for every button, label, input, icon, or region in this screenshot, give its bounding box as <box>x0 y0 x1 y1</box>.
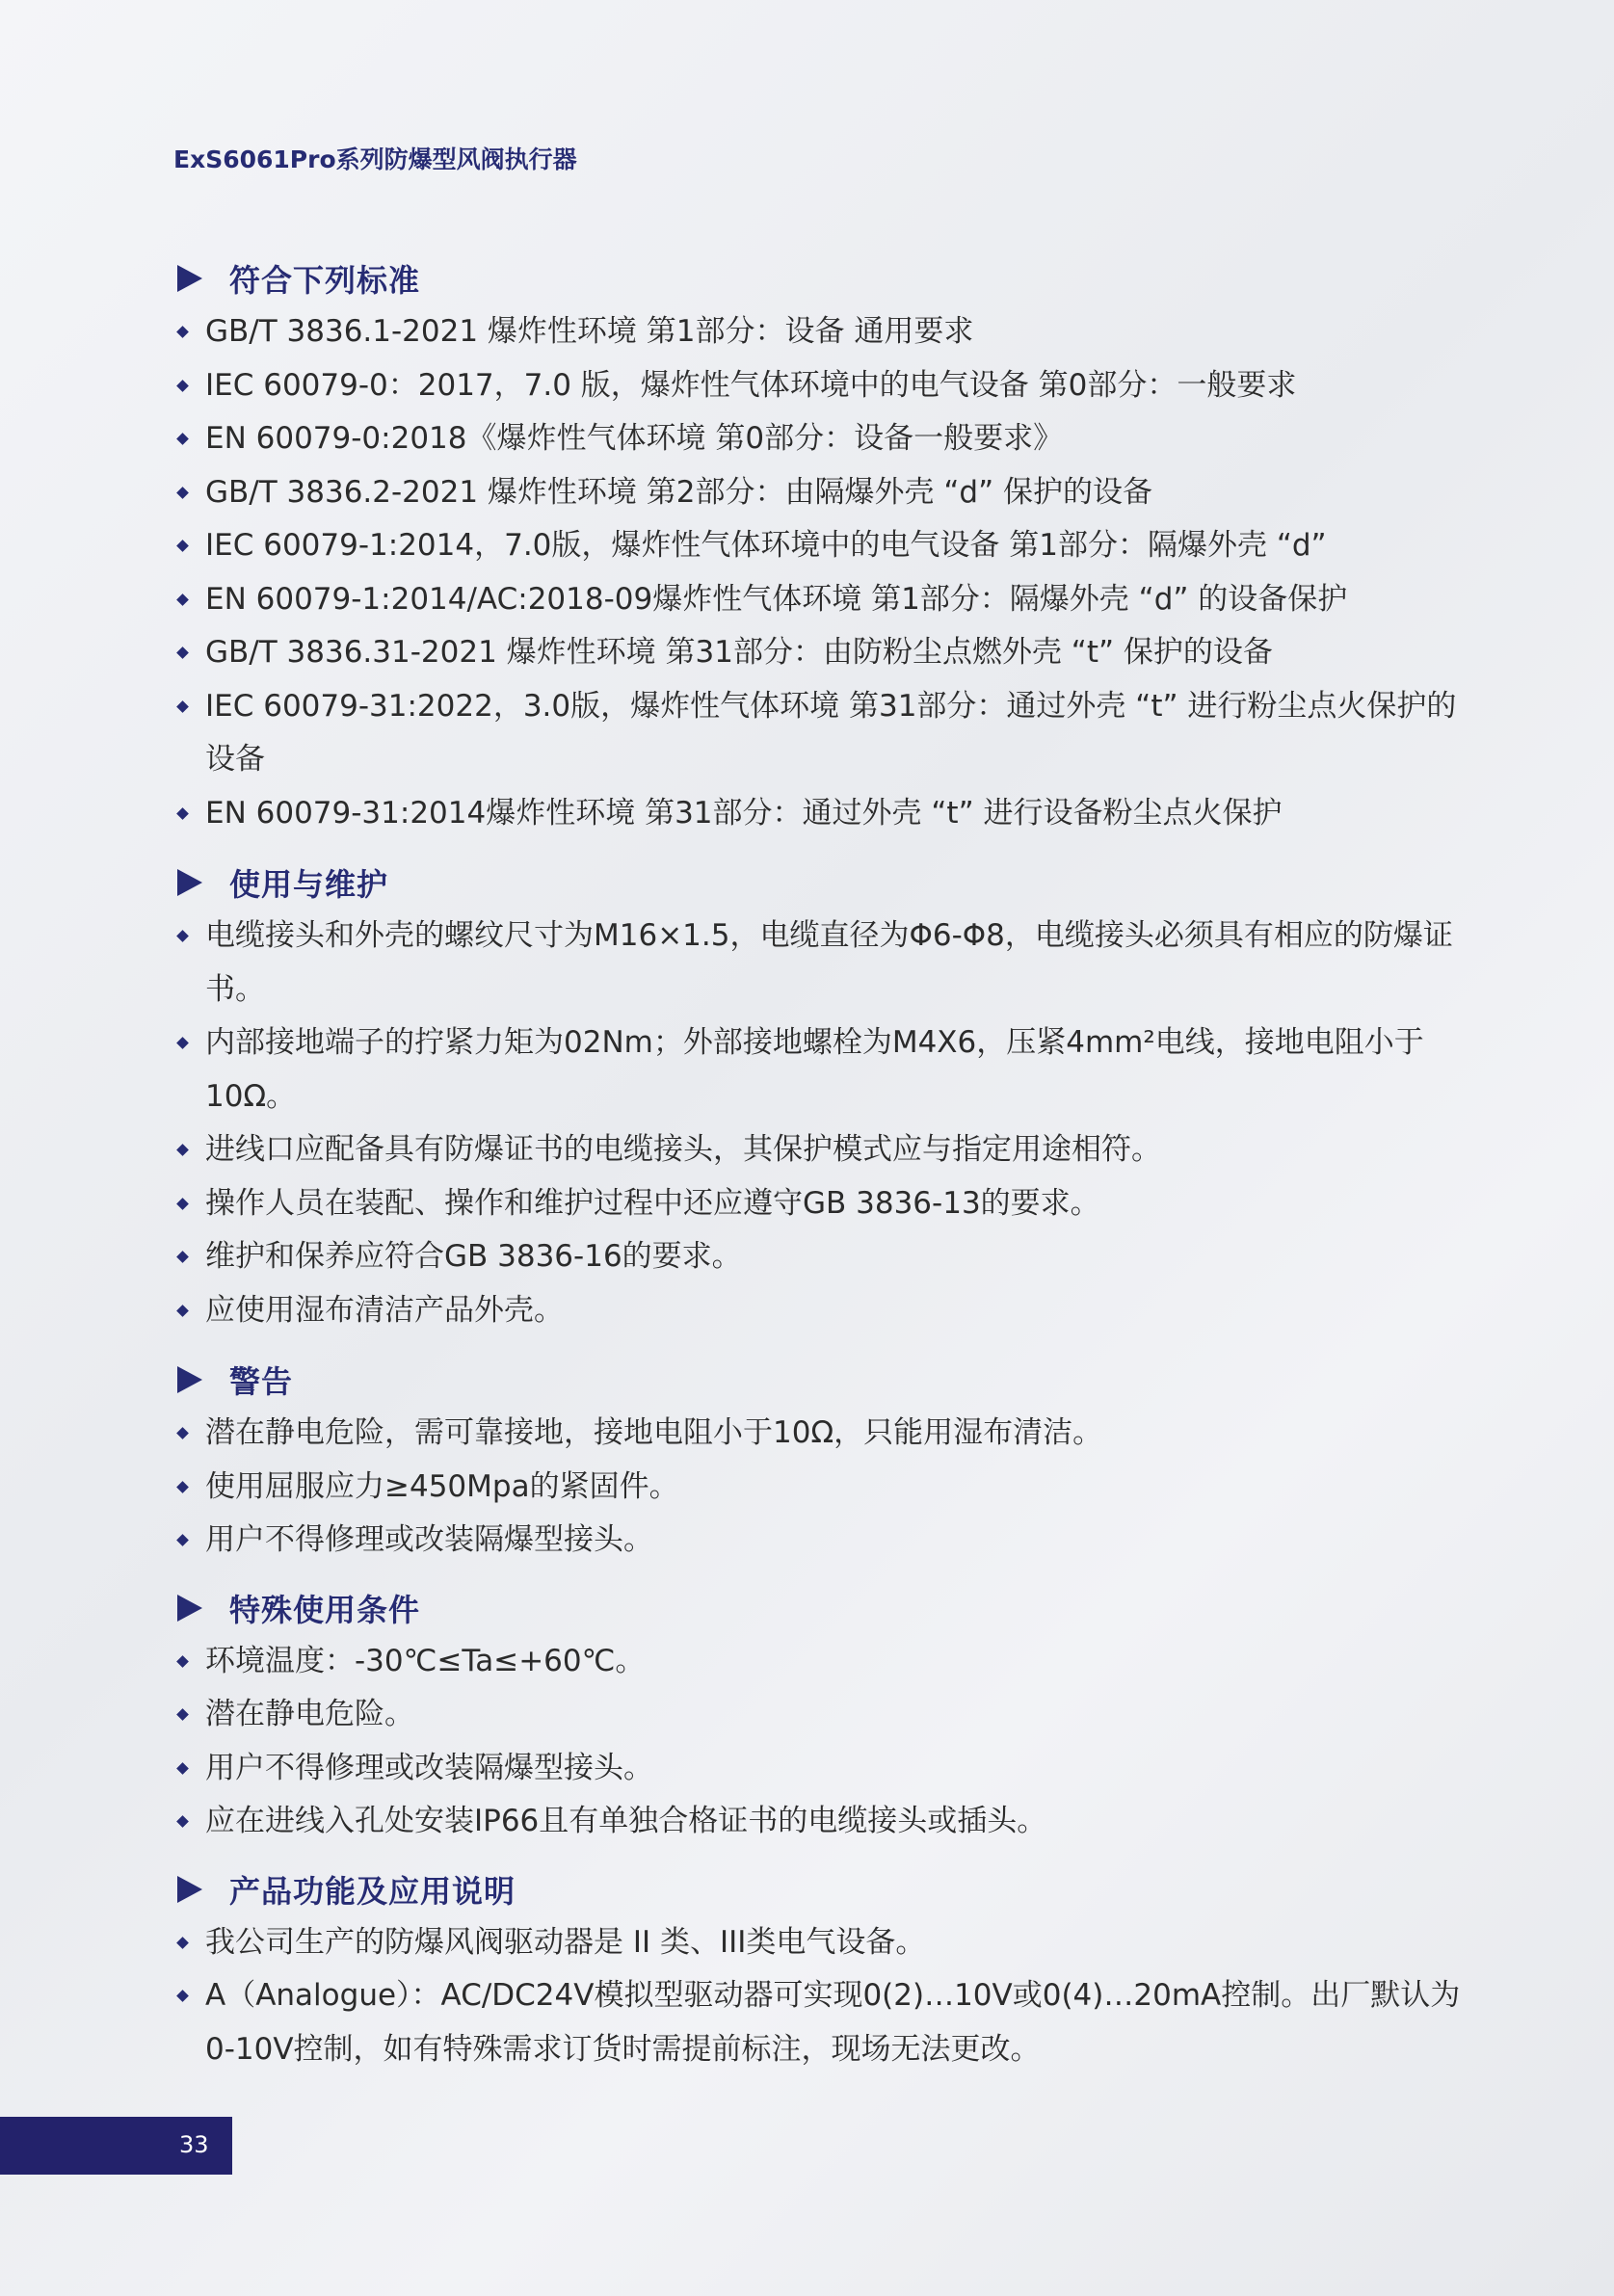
list-item-text: 潜在静电危险。 <box>205 1697 414 1731</box>
triangle-bullet-icon <box>177 869 202 896</box>
section-heading <box>173 251 1474 305</box>
diamond-bullet-icon <box>176 1251 189 1263</box>
section-product-function <box>173 1862 1474 2077</box>
maintenance-list <box>173 910 1474 1337</box>
list-item <box>173 910 1474 1016</box>
section-warning <box>173 1353 1474 1568</box>
list-item-text: 进线口应配备具有防爆证书的电缆接头，其保护模式应与指定用途相符。 <box>205 1132 1161 1167</box>
diamond-bullet-icon <box>176 1655 189 1668</box>
section-heading-text: 符合下列标准 <box>229 262 421 299</box>
diamond-bullet-icon <box>176 1990 189 2002</box>
section-heading-text: 产品功能及应用说明 <box>229 1872 516 1910</box>
list-item-text: 电缆接头和外壳的螺纹尺寸为M16×1.5，电缆直径为Φ6-Φ8，电缆接头必须具有相应的防爆证书。 <box>205 918 1453 1007</box>
list-item-text: A（Analogue）：AC/DC24V模拟型驱动器可实现0(2)…10V或0(4)…20mA控制。出厂默认为0-10V控制，如有特殊需求订货时需提前标注，现场无法更改。 <box>205 1978 1461 2067</box>
section-heading <box>173 1353 1474 1407</box>
list-item <box>173 1123 1474 1177</box>
warning-list <box>173 1407 1474 1568</box>
list-item-text: 用户不得修理或改装隔爆型接头。 <box>205 1522 653 1557</box>
diamond-bullet-icon <box>176 1305 189 1317</box>
product-function-list <box>173 1916 1474 2077</box>
triangle-bullet-icon <box>177 1876 202 1903</box>
diamond-bullet-icon <box>176 647 189 659</box>
diamond-bullet-icon <box>176 1815 189 1828</box>
list-item-text: GB/T 3836.1-2021 爆炸性环境 第1部分：设备 通用要求 <box>205 314 974 349</box>
diamond-bullet-icon <box>176 930 189 942</box>
diamond-bullet-icon <box>176 433 189 445</box>
list-item <box>173 1916 1474 1970</box>
list-item <box>173 519 1474 573</box>
diamond-bullet-icon <box>176 807 189 820</box>
section-heading <box>173 856 1474 910</box>
triangle-bullet-icon <box>177 265 202 292</box>
list-item <box>173 412 1474 466</box>
list-item <box>173 305 1474 359</box>
diamond-bullet-icon <box>176 1037 189 1049</box>
list-item-text: 用户不得修理或改装隔爆型接头。 <box>205 1750 653 1785</box>
standards-list <box>173 305 1474 840</box>
list-item-text: 应在进线入孔处安装IP66且有单独合格证书的电缆接头或插头。 <box>205 1804 1047 1838</box>
diamond-bullet-icon <box>176 380 189 392</box>
list-item-text: IEC 60079-31:2022，3.0版，爆炸性气体环境 第31部分：通过外壳 “t” 进行粉尘点火保护的设备 <box>205 688 1457 777</box>
diamond-bullet-icon <box>176 540 189 552</box>
diamond-bullet-icon <box>176 487 189 499</box>
list-item-text: 应使用湿布清洁产品外壳。 <box>205 1292 564 1328</box>
diamond-bullet-icon <box>176 1708 189 1721</box>
list-item <box>173 1230 1474 1284</box>
list-item-text: GB/T 3836.2-2021 爆炸性环境 第2部分：由隔爆外壳 “d” 保护的设备 <box>205 474 1153 510</box>
list-item <box>173 466 1474 520</box>
triangle-bullet-icon <box>177 1595 202 1622</box>
list-item <box>173 1688 1474 1742</box>
section-standards <box>173 251 1474 840</box>
list-item-text: IEC 60079-1:2014，7.0版，爆炸性气体环境中的电气设备 第1部分：隔爆外壳 “d” <box>205 528 1327 563</box>
diamond-bullet-icon <box>176 700 189 713</box>
list-item <box>173 787 1474 841</box>
list-item-text: GB/T 3836.31-2021 爆炸性环境 第31部分：由防粉尘点燃外壳 “t” 保护的设备 <box>205 635 1273 670</box>
list-item-text: 潜在静电危险，需可靠接地，接地电阻小于10Ω，只能用湿布清洁。 <box>205 1415 1103 1450</box>
list-item <box>173 1969 1474 2076</box>
diamond-bullet-icon <box>176 326 189 338</box>
list-item <box>173 680 1474 787</box>
page-number: 33 <box>179 2131 209 2158</box>
list-item <box>173 1514 1474 1568</box>
list-item-text: 操作人员在装配、操作和维护过程中还应遵守GB 3836-13的要求。 <box>205 1185 1100 1221</box>
list-item-text: 我公司生产的防爆风阀驱动器是 II 类、III类电气设备。 <box>205 1924 926 1960</box>
diamond-bullet-icon <box>176 1937 189 1949</box>
list-item <box>173 1635 1474 1689</box>
list-item <box>173 1177 1474 1231</box>
list-item-text: 内部接地端子的拧紧力矩为02Nm；外部接地螺栓为M4X6，压紧4mm²电线，接地电阻小于10Ω。 <box>205 1025 1424 1114</box>
section-heading <box>173 1581 1474 1635</box>
diamond-bullet-icon <box>176 1427 189 1439</box>
list-item <box>173 1407 1474 1461</box>
list-item-text: EN 60079-31:2014爆炸性环境 第31部分：通过外壳 “t” 进行设备粉尘点火保护 <box>205 795 1283 831</box>
diamond-bullet-icon <box>176 1144 189 1156</box>
section-heading-text: 特殊使用条件 <box>229 1591 421 1628</box>
list-item-text: 维护和保养应符合GB 3836-16的要求。 <box>205 1239 742 1274</box>
document-body <box>173 246 1474 2076</box>
list-item-text: 使用屈服应力≥450Mpa的紧固件。 <box>205 1468 679 1504</box>
section-special-conditions <box>173 1581 1474 1849</box>
section-use-maintenance <box>173 856 1474 1337</box>
list-item <box>173 1461 1474 1515</box>
list-item <box>173 359 1474 413</box>
diamond-bullet-icon <box>176 594 189 606</box>
section-heading <box>173 1862 1474 1916</box>
list-item <box>173 626 1474 680</box>
list-item <box>173 573 1474 627</box>
list-item-text: EN 60079-0:2018《爆炸性气体环境 第0部分：设备一般要求》 <box>205 421 1064 456</box>
list-item <box>173 1016 1474 1123</box>
document-header-title: ExS6061Pro系列防爆型风阀执行器 <box>173 145 577 173</box>
list-item-text: IEC 60079-0：2017，7.0 版，爆炸性气体环境中的电气设备 第0部分：一般要求 <box>205 367 1297 403</box>
list-item-text: EN 60079-1:2014/AC:2018-09爆炸性气体环境 第1部分：隔爆外壳 “d” 的设备保护 <box>205 581 1348 617</box>
list-item-text: 环境温度：-30℃≤Ta≤+60℃。 <box>205 1643 646 1678</box>
diamond-bullet-icon <box>176 1762 189 1775</box>
triangle-bullet-icon <box>177 1366 202 1393</box>
special-conditions-list <box>173 1635 1474 1849</box>
diamond-bullet-icon <box>176 1481 189 1493</box>
list-item <box>173 1795 1474 1849</box>
section-heading-text: 使用与维护 <box>229 866 389 903</box>
list-item <box>173 1284 1474 1338</box>
section-heading-text: 警告 <box>229 1363 294 1400</box>
diamond-bullet-icon <box>176 1198 189 1210</box>
diamond-bullet-icon <box>176 1534 189 1546</box>
list-item <box>173 1742 1474 1796</box>
